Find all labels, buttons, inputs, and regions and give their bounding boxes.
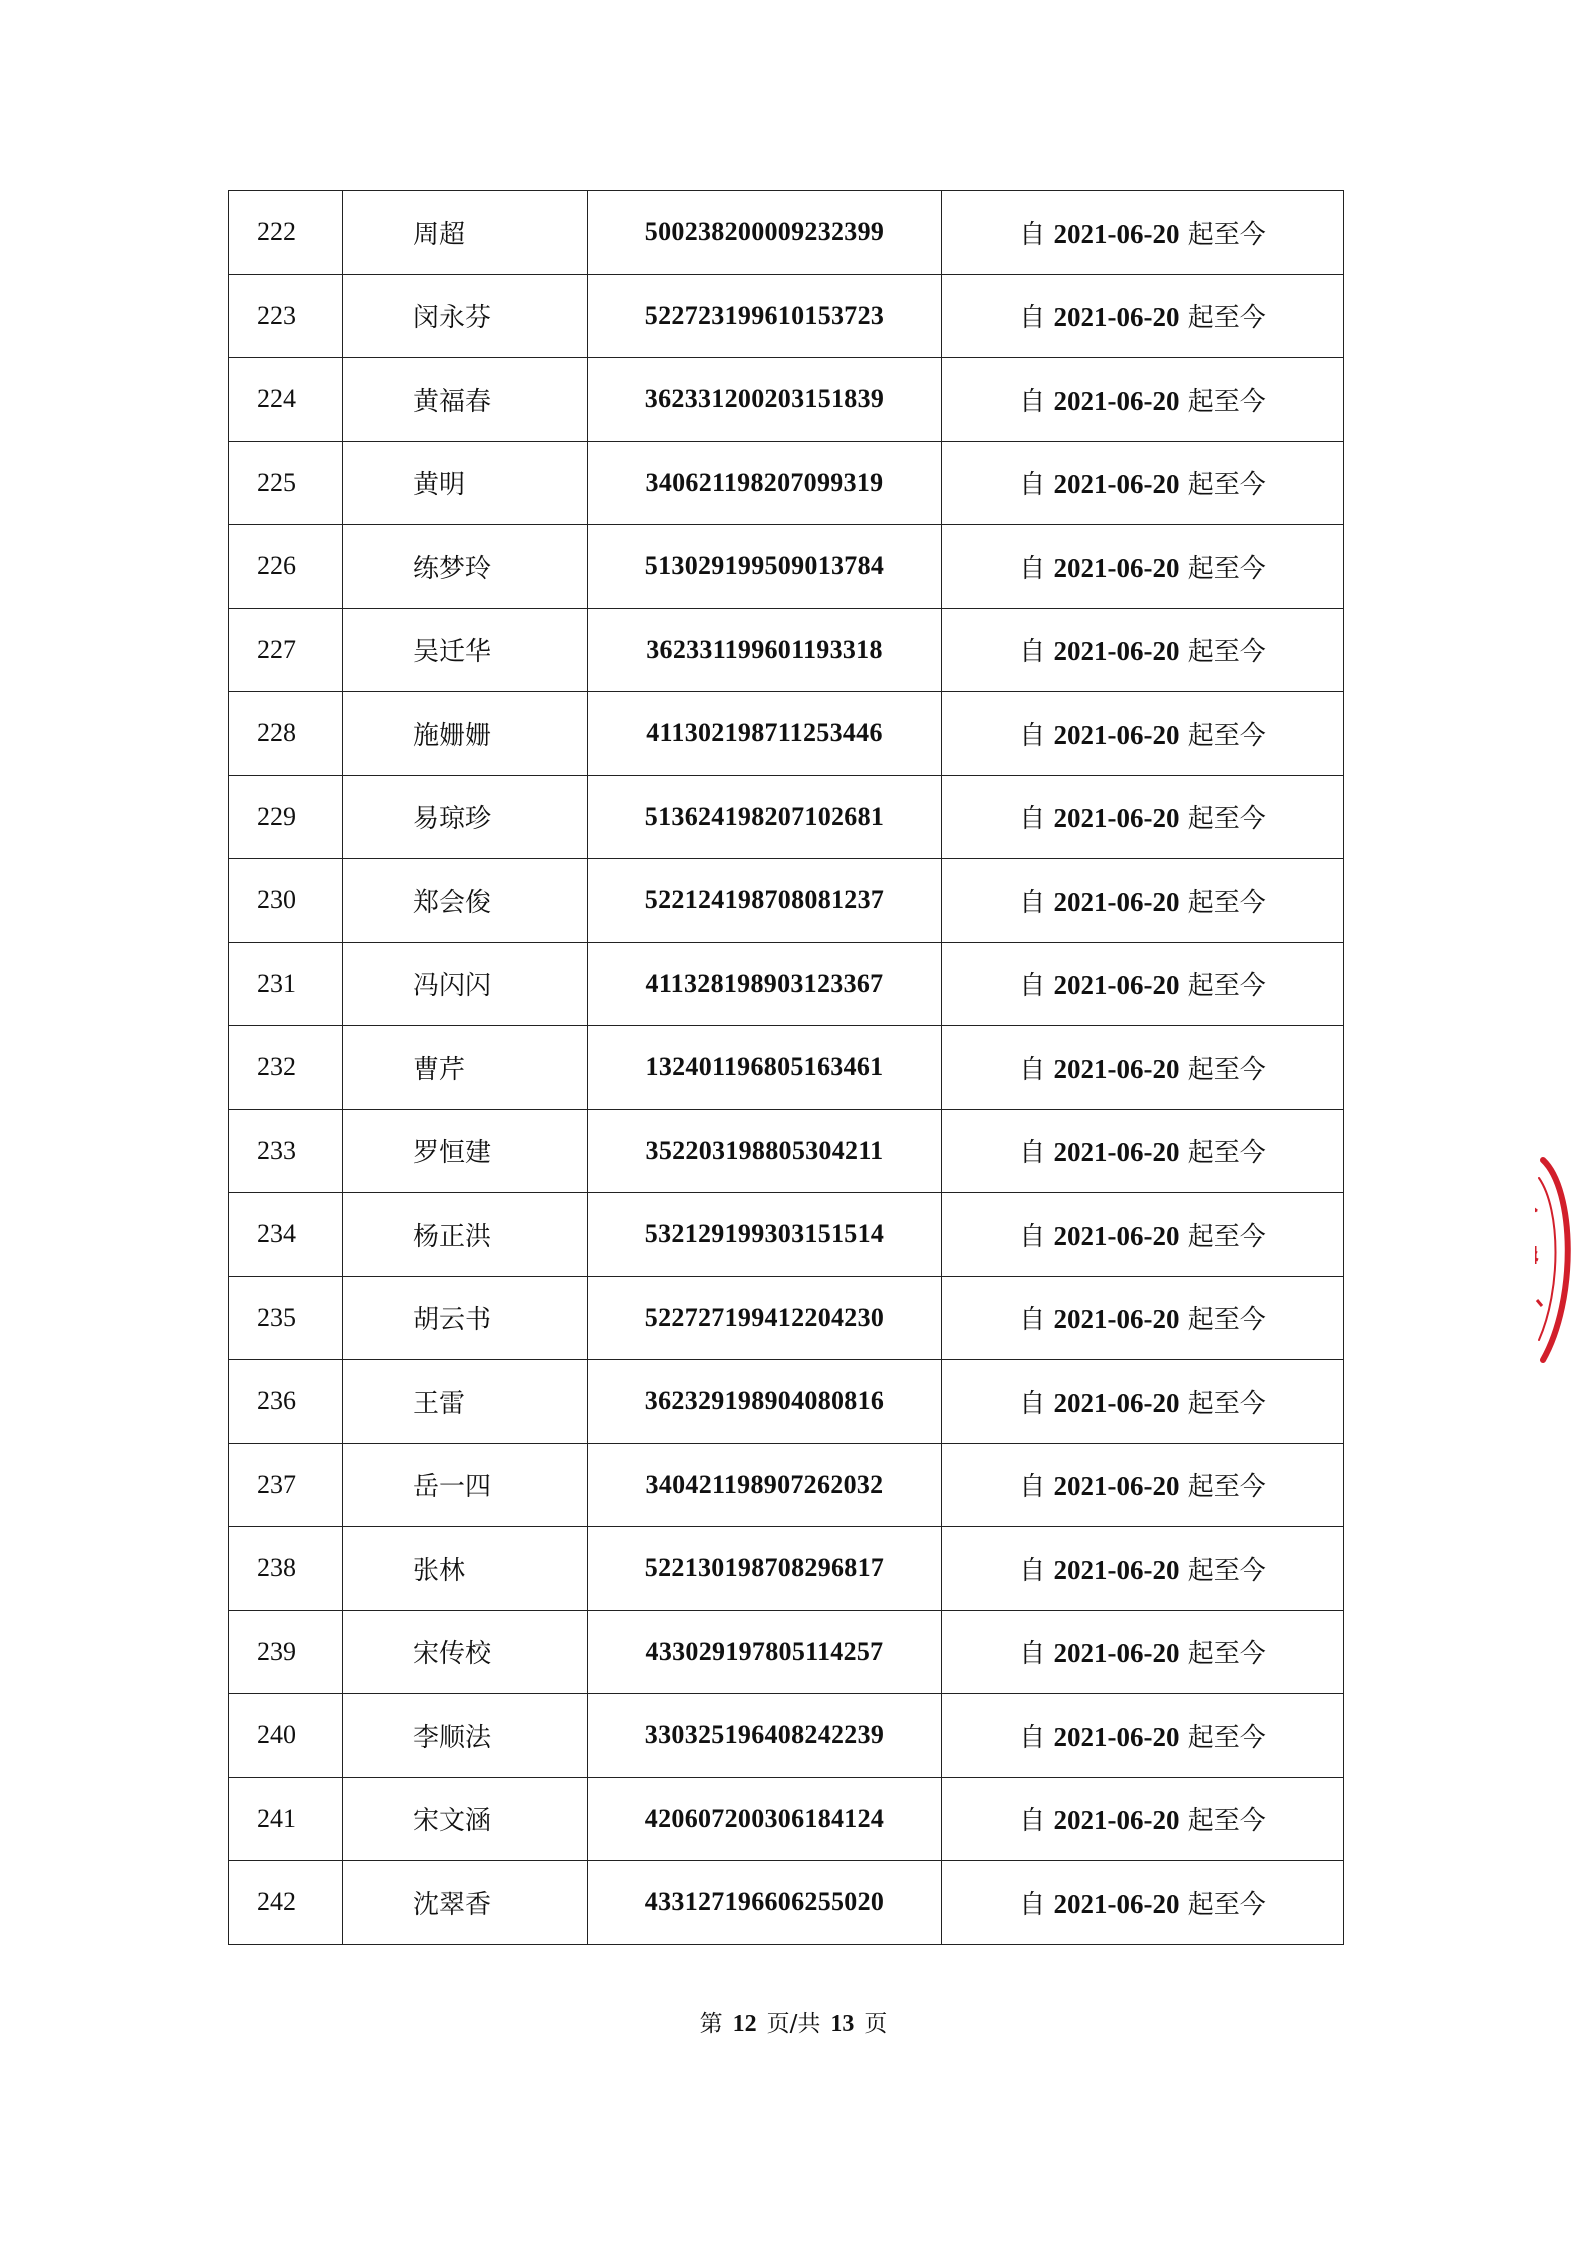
row-number-cell: 230 bbox=[229, 859, 343, 943]
period-cell bbox=[942, 1360, 1344, 1444]
period-prefix: 自 bbox=[1019, 971, 1046, 1002]
table-row bbox=[229, 608, 1344, 692]
seal-marks bbox=[1535, 1205, 1542, 1306]
row-number-cell: 235 bbox=[229, 1276, 343, 1360]
period-prefix: 自 bbox=[1019, 470, 1046, 501]
row-number-cell: 227 bbox=[229, 608, 343, 692]
period-prefix: 自 bbox=[1019, 887, 1046, 918]
table-row bbox=[229, 525, 1344, 609]
period-suffix: 起至今 bbox=[1187, 1889, 1266, 1920]
period-suffix: 起至今 bbox=[1187, 219, 1266, 250]
period-prefix: 自 bbox=[1019, 720, 1046, 751]
roster-table bbox=[228, 190, 1344, 1945]
person-name-cell: 岳一四 bbox=[343, 1443, 588, 1527]
table-row bbox=[229, 1694, 1344, 1778]
period-suffix: 起至今 bbox=[1187, 971, 1266, 1002]
period-start-date: 2021-06-20 bbox=[1053, 803, 1180, 834]
period-start-date: 2021-06-20 bbox=[1053, 1805, 1180, 1836]
period-suffix: 起至今 bbox=[1187, 1221, 1266, 1252]
id-number-cell: 433127196606255020 bbox=[588, 1861, 942, 1945]
person-name-cell: 黄福春 bbox=[343, 358, 588, 442]
table-row bbox=[229, 191, 1344, 275]
period-prefix: 自 bbox=[1019, 303, 1046, 334]
period-prefix: 自 bbox=[1019, 1722, 1046, 1753]
period-prefix: 自 bbox=[1019, 553, 1046, 584]
id-number-cell: 522130198708296817 bbox=[588, 1527, 942, 1611]
row-number-cell: 240 bbox=[229, 1694, 343, 1778]
row-number-cell: 238 bbox=[229, 1527, 343, 1611]
id-number-cell: 362329198904080816 bbox=[588, 1360, 942, 1444]
period-cell bbox=[942, 1193, 1344, 1277]
id-number-cell: 513624198207102681 bbox=[588, 775, 942, 859]
id-number-cell: 340621198207099319 bbox=[588, 441, 942, 525]
period-suffix: 起至今 bbox=[1187, 303, 1266, 334]
period-start-date: 2021-06-20 bbox=[1053, 886, 1180, 917]
period-cell bbox=[942, 692, 1344, 776]
period-prefix: 自 bbox=[1019, 386, 1046, 417]
id-number-cell: 132401196805163461 bbox=[588, 1026, 942, 1110]
period-prefix: 自 bbox=[1019, 1472, 1046, 1503]
period-cell bbox=[942, 775, 1344, 859]
period-cell bbox=[942, 525, 1344, 609]
person-name-cell: 宋传校 bbox=[343, 1610, 588, 1694]
person-name-cell: 王雷 bbox=[343, 1360, 588, 1444]
period-start-date: 2021-06-20 bbox=[1053, 719, 1180, 750]
period-cell bbox=[942, 1109, 1344, 1193]
row-number-cell: 239 bbox=[229, 1610, 343, 1694]
period-start-date: 2021-06-20 bbox=[1053, 302, 1180, 333]
period-cell bbox=[942, 274, 1344, 358]
period-suffix: 起至今 bbox=[1187, 1806, 1266, 1837]
period-cell bbox=[942, 441, 1344, 525]
row-number-cell: 222 bbox=[229, 191, 343, 275]
period-prefix: 自 bbox=[1019, 1555, 1046, 1586]
period-suffix: 起至今 bbox=[1187, 553, 1266, 584]
person-name-cell: 李顺法 bbox=[343, 1694, 588, 1778]
seal-ring bbox=[1539, 1160, 1568, 1360]
period-cell bbox=[942, 1527, 1344, 1611]
period-prefix: 自 bbox=[1019, 804, 1046, 835]
period-start-date: 2021-06-20 bbox=[1053, 552, 1180, 583]
id-number-cell: 330325196408242239 bbox=[588, 1694, 942, 1778]
row-number-cell: 236 bbox=[229, 1360, 343, 1444]
total-page-number: 13 bbox=[830, 2011, 855, 2037]
table-row bbox=[229, 859, 1344, 943]
footer-middle: 页/共 bbox=[766, 2011, 821, 2037]
period-cell bbox=[942, 1694, 1344, 1778]
table-row bbox=[229, 441, 1344, 525]
person-name-cell: 吴迁华 bbox=[343, 608, 588, 692]
period-prefix: 自 bbox=[1019, 1806, 1046, 1837]
period-suffix: 起至今 bbox=[1187, 637, 1266, 668]
person-name-cell: 张林 bbox=[343, 1527, 588, 1611]
id-number-cell: 522124198708081237 bbox=[588, 859, 942, 943]
period-cell bbox=[942, 1276, 1344, 1360]
person-name-cell: 曹芹 bbox=[343, 1026, 588, 1110]
id-number-cell: 411328198903123367 bbox=[588, 942, 942, 1026]
person-name-cell: 周超 bbox=[343, 191, 588, 275]
row-number-cell: 232 bbox=[229, 1026, 343, 1110]
id-number-cell: 513029199509013784 bbox=[588, 525, 942, 609]
row-number-cell: 242 bbox=[229, 1861, 343, 1945]
person-name-cell: 易琼珍 bbox=[343, 775, 588, 859]
table-row bbox=[229, 942, 1344, 1026]
table-row bbox=[229, 1443, 1344, 1527]
period-cell bbox=[942, 608, 1344, 692]
period-cell bbox=[942, 1777, 1344, 1861]
period-cell bbox=[942, 859, 1344, 943]
table-row bbox=[229, 1527, 1344, 1611]
person-name-cell: 施姗姗 bbox=[343, 692, 588, 776]
id-number-cell: 411302198711253446 bbox=[588, 692, 942, 776]
roster-table-body bbox=[229, 191, 1344, 1945]
period-cell bbox=[942, 1443, 1344, 1527]
period-suffix: 起至今 bbox=[1187, 1639, 1266, 1670]
table-row bbox=[229, 1276, 1344, 1360]
person-name-cell: 闵永芬 bbox=[343, 274, 588, 358]
person-name-cell: 胡云书 bbox=[343, 1276, 588, 1360]
row-number-cell: 241 bbox=[229, 1777, 343, 1861]
period-start-date: 2021-06-20 bbox=[1053, 385, 1180, 416]
period-cell bbox=[942, 358, 1344, 442]
period-suffix: 起至今 bbox=[1187, 720, 1266, 751]
id-number-cell: 362331199601193318 bbox=[588, 608, 942, 692]
row-number-cell: 223 bbox=[229, 274, 343, 358]
row-number-cell: 237 bbox=[229, 1443, 343, 1527]
person-name-cell: 郑会俊 bbox=[343, 859, 588, 943]
id-number-cell: 433029197805114257 bbox=[588, 1610, 942, 1694]
id-number-cell: 352203198805304211 bbox=[588, 1109, 942, 1193]
period-suffix: 起至今 bbox=[1187, 1555, 1266, 1586]
current-page-number: 12 bbox=[732, 2011, 757, 2037]
person-name-cell: 罗恒建 bbox=[343, 1109, 588, 1193]
id-number-cell: 522727199412204230 bbox=[588, 1276, 942, 1360]
person-name-cell: 宋文涵 bbox=[343, 1777, 588, 1861]
table-row bbox=[229, 692, 1344, 776]
row-number-cell: 228 bbox=[229, 692, 343, 776]
table-row bbox=[229, 1109, 1344, 1193]
person-name-cell: 冯闪闪 bbox=[343, 942, 588, 1026]
period-suffix: 起至今 bbox=[1187, 1722, 1266, 1753]
period-prefix: 自 bbox=[1019, 1221, 1046, 1252]
row-number-cell: 226 bbox=[229, 525, 343, 609]
period-start-date: 2021-06-20 bbox=[1053, 469, 1180, 500]
period-start-date: 2021-06-20 bbox=[1053, 1471, 1180, 1502]
id-number-cell: 420607200306184124 bbox=[588, 1777, 942, 1861]
footer-prefix: 第 bbox=[699, 2011, 723, 2037]
table-row bbox=[229, 274, 1344, 358]
period-suffix: 起至今 bbox=[1187, 386, 1266, 417]
table-row bbox=[229, 1026, 1344, 1110]
table-row bbox=[229, 1861, 1344, 1945]
period-start-date: 2021-06-20 bbox=[1053, 1220, 1180, 1251]
period-suffix: 起至今 bbox=[1187, 1138, 1266, 1169]
period-suffix: 起至今 bbox=[1187, 470, 1266, 501]
row-number-cell: 225 bbox=[229, 441, 343, 525]
row-number-cell: 231 bbox=[229, 942, 343, 1026]
red-seal-stamp bbox=[1535, 1150, 1587, 1370]
person-name-cell: 练梦玲 bbox=[343, 525, 588, 609]
table-row bbox=[229, 1193, 1344, 1277]
period-suffix: 起至今 bbox=[1187, 887, 1266, 918]
period-start-date: 2021-06-20 bbox=[1053, 1554, 1180, 1585]
table-row bbox=[229, 1610, 1344, 1694]
period-start-date: 2021-06-20 bbox=[1053, 1053, 1180, 1084]
id-number-cell: 522723199610153723 bbox=[588, 274, 942, 358]
table-row bbox=[229, 775, 1344, 859]
period-cell bbox=[942, 1610, 1344, 1694]
period-prefix: 自 bbox=[1019, 1889, 1046, 1920]
period-start-date: 2021-06-20 bbox=[1053, 1137, 1180, 1168]
person-name-cell: 黄明 bbox=[343, 441, 588, 525]
period-suffix: 起至今 bbox=[1187, 1388, 1266, 1419]
period-start-date: 2021-06-20 bbox=[1053, 636, 1180, 667]
person-name-cell: 沈翠香 bbox=[343, 1861, 588, 1945]
row-number-cell: 224 bbox=[229, 358, 343, 442]
period-suffix: 起至今 bbox=[1187, 1305, 1266, 1336]
period-cell bbox=[942, 191, 1344, 275]
id-number-cell: 500238200009232399 bbox=[588, 191, 942, 275]
period-start-date: 2021-06-20 bbox=[1053, 1387, 1180, 1418]
period-cell bbox=[942, 1026, 1344, 1110]
period-prefix: 自 bbox=[1019, 1138, 1046, 1169]
period-start-date: 2021-06-20 bbox=[1053, 970, 1180, 1001]
row-number-cell: 234 bbox=[229, 1193, 343, 1277]
period-prefix: 自 bbox=[1019, 219, 1046, 250]
person-name-cell: 杨正洪 bbox=[343, 1193, 588, 1277]
period-cell bbox=[942, 942, 1344, 1026]
period-prefix: 自 bbox=[1019, 1388, 1046, 1419]
period-suffix: 起至今 bbox=[1187, 804, 1266, 835]
period-prefix: 自 bbox=[1019, 637, 1046, 668]
page-footer bbox=[0, 2005, 1587, 2038]
period-suffix: 起至今 bbox=[1187, 1054, 1266, 1085]
period-start-date: 2021-06-20 bbox=[1053, 1638, 1180, 1669]
period-prefix: 自 bbox=[1019, 1054, 1046, 1085]
period-suffix: 起至今 bbox=[1187, 1472, 1266, 1503]
period-prefix: 自 bbox=[1019, 1305, 1046, 1336]
id-number-cell: 340421198907262032 bbox=[588, 1443, 942, 1527]
row-number-cell: 233 bbox=[229, 1109, 343, 1193]
footer-suffix: 页 bbox=[864, 2011, 888, 2037]
table-row bbox=[229, 358, 1344, 442]
period-start-date: 2021-06-20 bbox=[1053, 1304, 1180, 1335]
table-row bbox=[229, 1777, 1344, 1861]
period-start-date: 2021-06-20 bbox=[1053, 1888, 1180, 1919]
id-number-cell: 362331200203151839 bbox=[588, 358, 942, 442]
row-number-cell: 229 bbox=[229, 775, 343, 859]
period-start-date: 2021-06-20 bbox=[1053, 1721, 1180, 1752]
table-row bbox=[229, 1360, 1344, 1444]
period-prefix: 自 bbox=[1019, 1639, 1046, 1670]
period-cell bbox=[942, 1861, 1344, 1945]
id-number-cell: 532129199303151514 bbox=[588, 1193, 942, 1277]
period-start-date: 2021-06-20 bbox=[1053, 218, 1180, 249]
